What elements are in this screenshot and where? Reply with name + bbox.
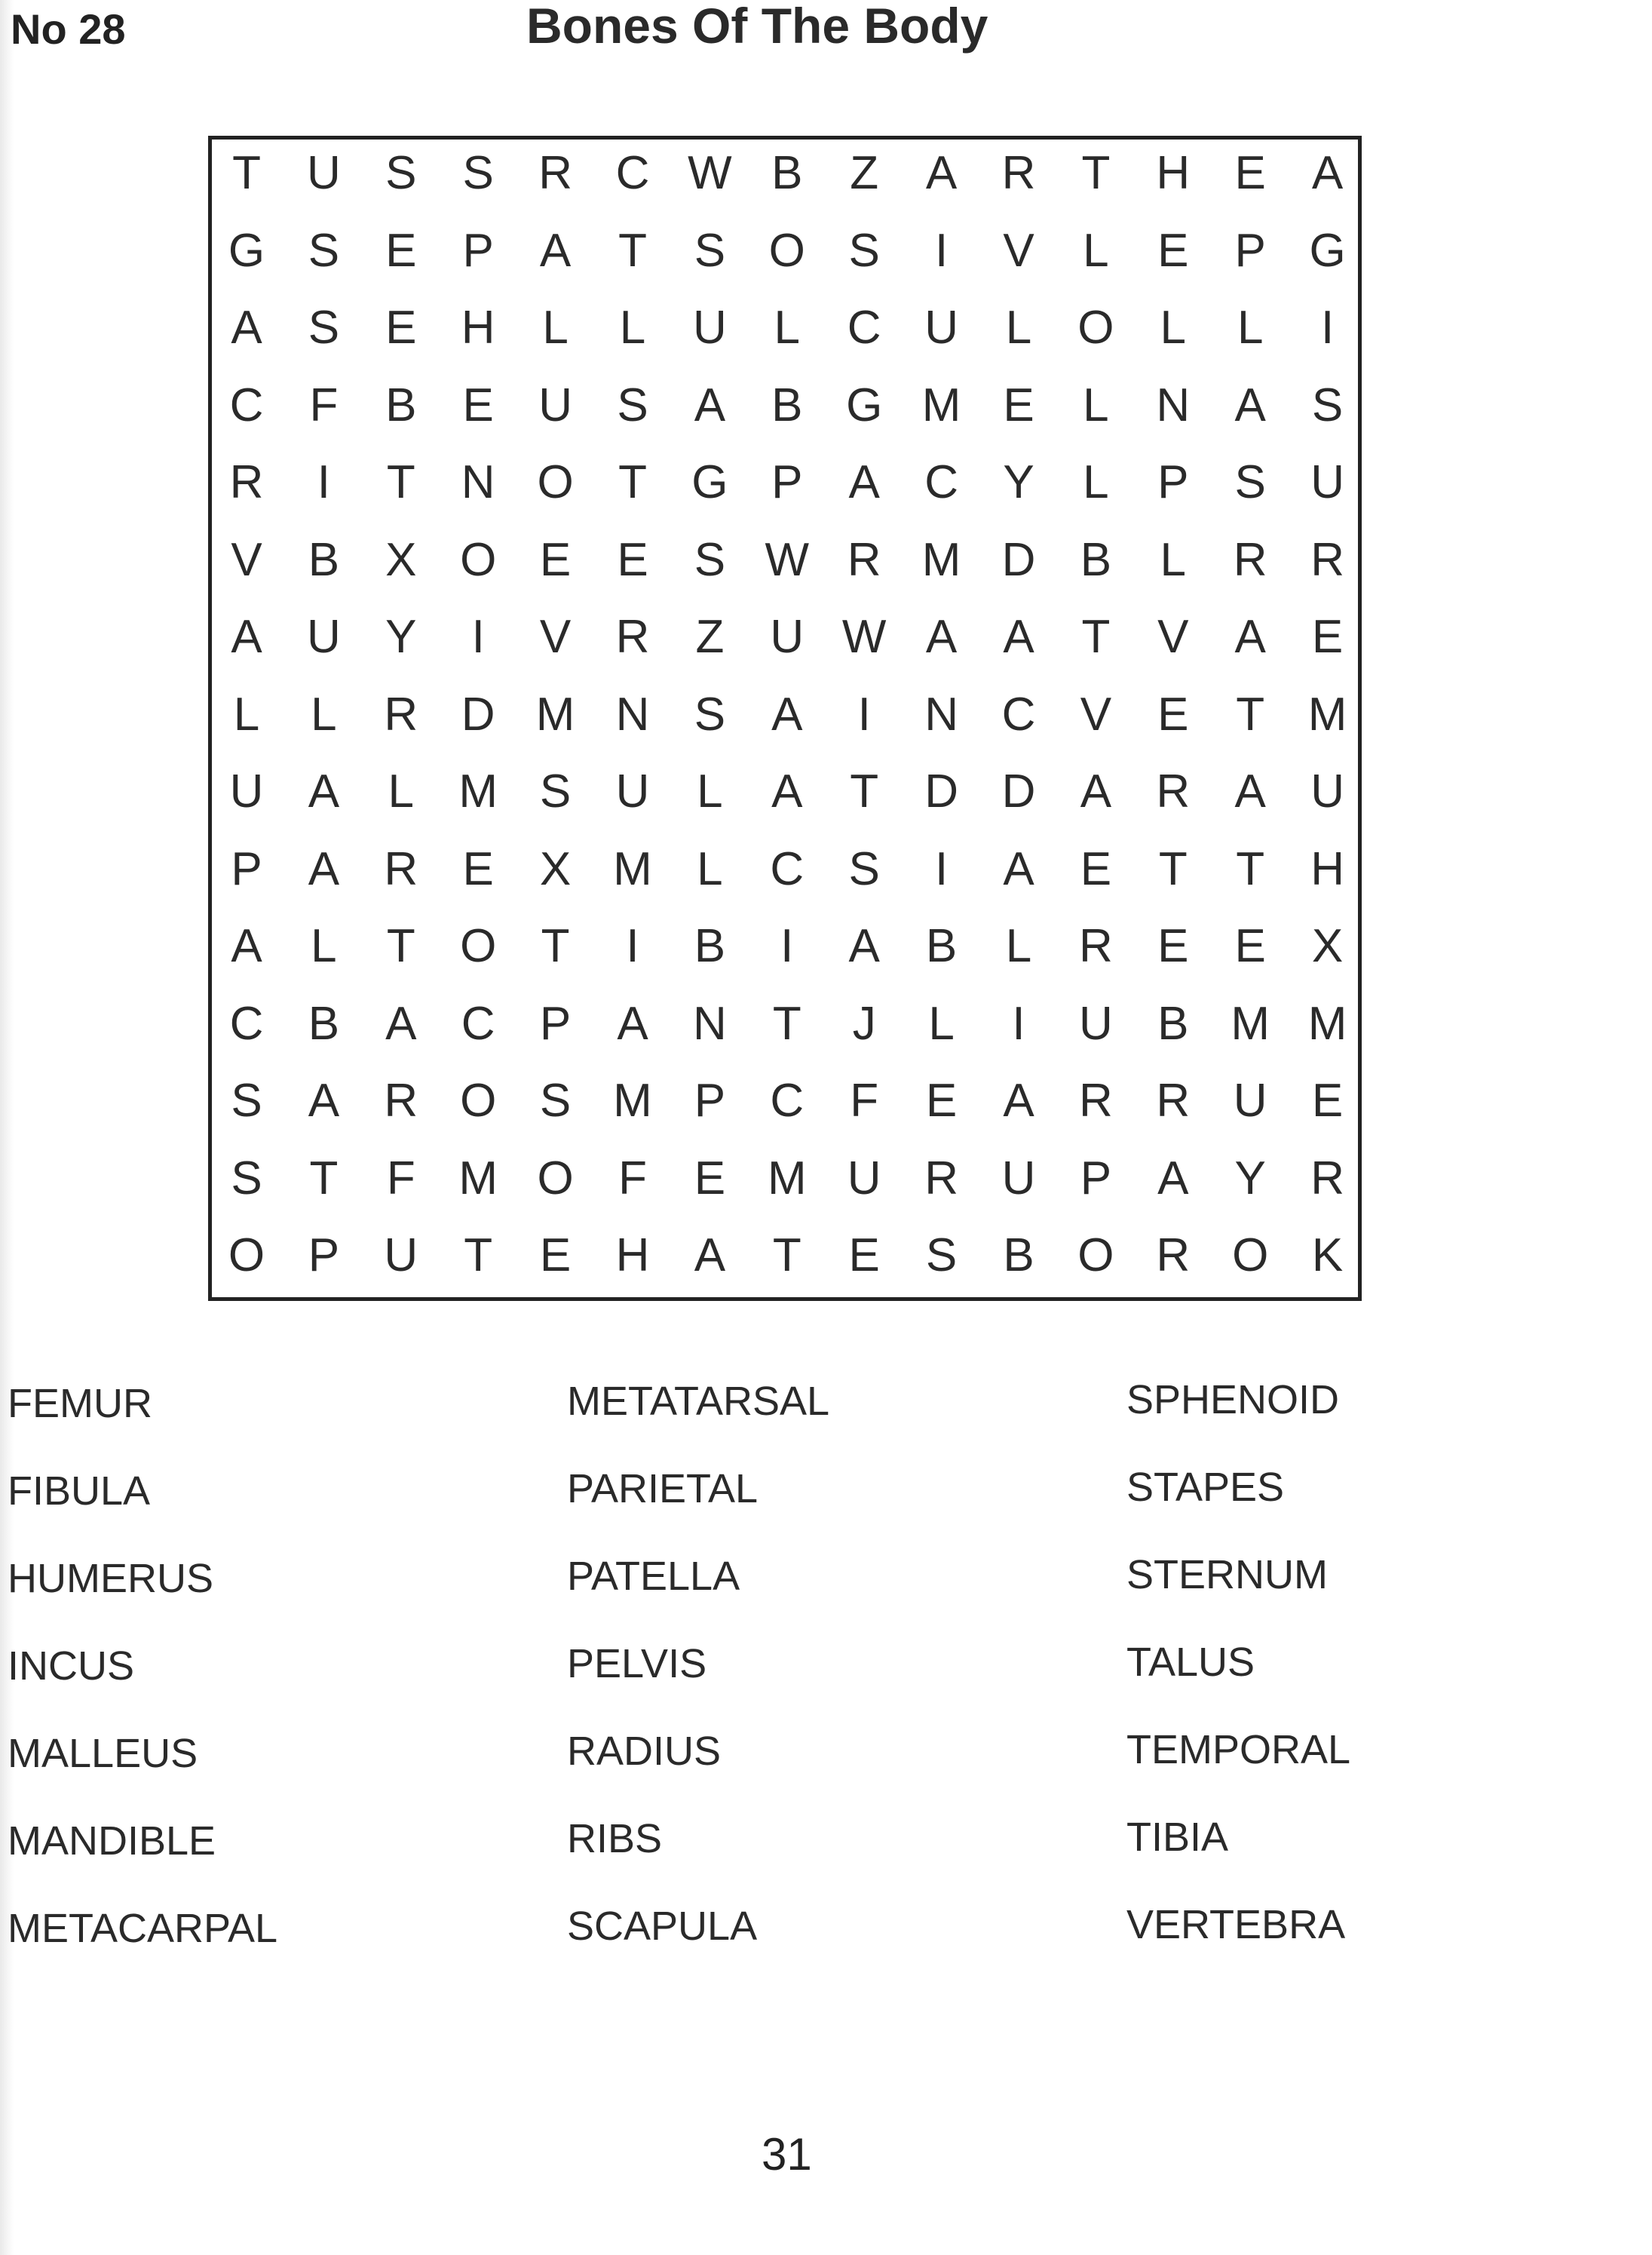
puzzle-number: No 28	[11, 5, 126, 53]
grid-letter: A	[539, 224, 572, 277]
word-list-item: MANDIBLE	[8, 1818, 216, 1864]
grid-letter: A	[1234, 765, 1266, 818]
grid-letter: V	[1080, 688, 1112, 741]
grid-letter: N	[1156, 379, 1191, 431]
grid-letter: A	[617, 997, 648, 1050]
grid-letter: L	[697, 765, 723, 818]
grid-letter: L	[774, 302, 801, 354]
grid-letter: A	[231, 302, 262, 354]
grid-letter: H	[1156, 147, 1191, 199]
grid-letter: N	[615, 688, 650, 741]
grid-letter: T	[1081, 611, 1111, 663]
grid-letter: O	[1077, 302, 1114, 354]
grid-letter: U	[384, 1229, 418, 1281]
grid-letter: U	[538, 379, 572, 431]
grid-letter: U	[1001, 1152, 1036, 1204]
word-list-item: PELVIS	[567, 1641, 707, 1686]
grid-letter: C	[229, 997, 264, 1050]
grid-letter: M	[767, 1152, 807, 1204]
grid-letter: X	[385, 533, 417, 586]
grid-letter: B	[694, 920, 726, 972]
grid-letter: E	[848, 1229, 880, 1281]
grid-letter: S	[848, 842, 880, 895]
grid-letter: A	[694, 1229, 726, 1281]
grid-letter: C	[461, 997, 495, 1050]
grid-letter: O	[460, 920, 497, 972]
grid-letter: T	[386, 920, 415, 972]
grid-letter: A	[231, 611, 262, 663]
grid-letter: O	[1077, 1229, 1114, 1281]
grid-letter: O	[1232, 1229, 1269, 1281]
grid-letter: G	[1309, 224, 1346, 277]
grid-letter: E	[1311, 1075, 1344, 1127]
word-list-item: METACARPAL	[8, 1906, 278, 1951]
word-list-item: HUMERUS	[8, 1556, 214, 1601]
grid-letter: A	[308, 765, 340, 818]
grid-letter: S	[925, 1229, 958, 1281]
grid-letter: T	[309, 1152, 339, 1204]
grid-letter: I	[626, 920, 639, 972]
grid-letter: I	[934, 224, 949, 277]
grid-letter: U	[770, 611, 805, 663]
grid-letter: R	[538, 147, 572, 199]
grid-letter: B	[308, 997, 340, 1050]
grid-letter: O	[768, 224, 805, 277]
grid-letter: L	[697, 842, 723, 895]
grid-letter: E	[1003, 379, 1034, 431]
grid-letter: T	[772, 997, 801, 1050]
grid-letter: W	[765, 533, 810, 586]
grid-letter: Y	[385, 611, 417, 663]
grid-letter: D	[924, 765, 958, 818]
grid-letter: E	[462, 379, 494, 431]
grid-letter: T	[232, 147, 261, 199]
grid-letter: L	[311, 920, 337, 972]
word-list-item: INCUS	[8, 1643, 135, 1689]
grid-letter: R	[384, 842, 418, 895]
grid-letter: A	[1234, 379, 1266, 431]
grid-letter: C	[615, 147, 650, 199]
grid-letter: R	[615, 611, 650, 663]
grid-letter: C	[847, 302, 881, 354]
grid-letter: R	[1233, 533, 1267, 586]
grid-letter: L	[1083, 224, 1109, 277]
grid-letter: Y	[1234, 1152, 1266, 1204]
grid-letter: S	[539, 1075, 572, 1127]
grid-letter: R	[1156, 1229, 1191, 1281]
grid-letter: O	[460, 533, 497, 586]
grid-letter: A	[925, 147, 958, 199]
grid-letter: M	[613, 1075, 652, 1127]
grid-letter: R	[229, 456, 264, 508]
grid-letter: B	[925, 920, 958, 972]
grid-letter: M	[458, 1152, 498, 1204]
word-list-item: SPHENOID	[1126, 1377, 1340, 1422]
grid-letter: A	[1003, 611, 1034, 663]
grid-letter: G	[228, 224, 265, 277]
grid-letter: M	[921, 379, 961, 431]
grid-letter: A	[694, 379, 726, 431]
grid-letter: Z	[850, 147, 879, 199]
grid-letter: T	[1236, 842, 1265, 895]
grid-letter: I	[317, 456, 330, 508]
grid-letter: E	[385, 302, 417, 354]
grid-letter: D	[1001, 765, 1036, 818]
grid-letter: L	[1237, 302, 1264, 354]
grid-letter: I	[934, 842, 949, 895]
grid-letter: A	[308, 842, 340, 895]
word-list-item: FEMUR	[8, 1381, 152, 1426]
grid-letter: P	[308, 1229, 340, 1281]
grid-letter: B	[1157, 997, 1189, 1050]
grid-letter: E	[385, 224, 417, 277]
grid-letter: O	[228, 1229, 265, 1281]
grid-letter: W	[841, 611, 887, 663]
grid-letter: M	[613, 842, 652, 895]
grid-letter: S	[308, 302, 340, 354]
grid-letter: A	[1003, 1075, 1034, 1127]
grid-letter: R	[1310, 1152, 1344, 1204]
grid-letter: U	[615, 765, 650, 818]
grid-letter: K	[1311, 1229, 1344, 1281]
grid-letter: C	[1001, 688, 1036, 741]
grid-letter: L	[1083, 456, 1109, 508]
grid-letter: W	[688, 147, 732, 199]
grid-letter: E	[1157, 224, 1189, 277]
grid-letter: R	[924, 1152, 958, 1204]
grid-letter: R	[1079, 920, 1113, 972]
grid-letter: M	[1307, 997, 1347, 1050]
grid-letter: L	[1005, 920, 1032, 972]
grid-letter: N	[693, 997, 727, 1050]
grid-letter: T	[541, 920, 570, 972]
grid-letter: A	[1157, 1152, 1189, 1204]
grid-letter: M	[1231, 997, 1270, 1050]
grid-letter: R	[1310, 533, 1344, 586]
grid-letter: U	[307, 147, 341, 199]
grid-letter: E	[539, 1229, 572, 1281]
grid-letter: P	[694, 1075, 726, 1127]
word-list-item: PARIETAL	[567, 1466, 759, 1511]
grid-letter: C	[924, 456, 958, 508]
grid-letter: T	[618, 456, 647, 508]
grid-letter: E	[1157, 920, 1189, 972]
word-list-item: PATELLA	[567, 1554, 740, 1599]
grid-letter: N	[461, 456, 495, 508]
grid-letter: P	[539, 997, 572, 1050]
grid-letter: H	[461, 302, 495, 354]
word-list-item: STAPES	[1126, 1465, 1285, 1510]
grid-letter: C	[770, 1075, 805, 1127]
grid-letter: B	[1080, 533, 1112, 586]
grid-letter: S	[1234, 456, 1266, 508]
grid-letter: P	[462, 224, 494, 277]
grid-letter: T	[850, 765, 879, 818]
grid-letter: L	[233, 688, 260, 741]
grid-letter: F	[850, 1075, 879, 1127]
grid-letter: C	[770, 842, 805, 895]
grid-letter: A	[771, 765, 803, 818]
grid-letter: X	[539, 842, 572, 895]
grid-letter: U	[847, 1152, 881, 1204]
grid-letter: E	[617, 533, 648, 586]
grid-letter: O	[460, 1075, 497, 1127]
grid-letter: S	[694, 533, 726, 586]
grid-letter: S	[385, 147, 417, 199]
grid-letter: U	[1310, 765, 1344, 818]
grid-letter: S	[694, 688, 726, 741]
grid-letter: N	[924, 688, 958, 741]
grid-letter: T	[1158, 842, 1188, 895]
grid-letter: S	[231, 1075, 262, 1127]
grid-letter: F	[309, 379, 339, 431]
grid-letter: E	[694, 1152, 726, 1204]
grid-letter: E	[1157, 688, 1189, 741]
word-list-item: TIBIA	[1126, 1815, 1229, 1860]
grid-letter: P	[1234, 224, 1266, 277]
grid-letter: S	[617, 379, 648, 431]
word-list-item: RADIUS	[567, 1729, 722, 1774]
grid-letter: R	[1156, 1075, 1191, 1127]
grid-letter: L	[388, 765, 415, 818]
grid-letter: T	[772, 1229, 801, 1281]
grid-letter: U	[693, 302, 727, 354]
grid-letter: J	[852, 997, 876, 1050]
grid-letter: E	[1234, 147, 1266, 199]
grid-letter: T	[464, 1229, 493, 1281]
page-number: 31	[762, 2129, 812, 2180]
grid-letter: G	[846, 379, 883, 431]
grid-letter: H	[615, 1229, 650, 1281]
grid-letter: E	[1311, 611, 1344, 663]
grid-letter: S	[462, 147, 494, 199]
grid-letter: D	[461, 688, 495, 741]
grid-letter: R	[384, 688, 418, 741]
grid-letter: T	[1081, 147, 1111, 199]
grid-letter: D	[1001, 533, 1036, 586]
grid-letter: V	[1157, 611, 1189, 663]
grid-letter: L	[1005, 302, 1032, 354]
grid-letter: A	[308, 1075, 340, 1127]
grid-letter: L	[542, 302, 569, 354]
grid-letter: A	[385, 997, 417, 1050]
grid-letter: S	[1311, 379, 1344, 431]
grid-letter: P	[1157, 456, 1189, 508]
grid-letter: F	[618, 1152, 647, 1204]
grid-letter: L	[928, 997, 955, 1050]
grid-letter: U	[1310, 456, 1344, 508]
grid-letter: T	[1236, 688, 1265, 741]
grid-letter: U	[924, 302, 958, 354]
grid-letter: S	[231, 1152, 262, 1204]
grid-letter: U	[307, 611, 341, 663]
grid-letter: L	[619, 302, 646, 354]
grid-letter: I	[1012, 997, 1025, 1050]
grid-letter: P	[231, 842, 262, 895]
grid-letter: B	[308, 533, 340, 586]
word-list-item: RIBS	[567, 1816, 663, 1861]
grid-letter: A	[1311, 147, 1344, 199]
grid-letter: A	[771, 688, 803, 741]
word-list-item: MALLEUS	[8, 1731, 198, 1776]
grid-letter: U	[1233, 1075, 1267, 1127]
grid-letter: T	[618, 224, 647, 277]
grid-letter: R	[1079, 1075, 1113, 1127]
grid-letter: E	[462, 842, 494, 895]
grid-letter: M	[1307, 688, 1347, 741]
grid-letter: M	[535, 688, 575, 741]
grid-letter: R	[384, 1075, 418, 1127]
grid-letter: L	[1083, 379, 1109, 431]
grid-letter: I	[1320, 302, 1335, 354]
grid-letter: Z	[695, 611, 725, 663]
word-list-item: VERTEBRA	[1126, 1902, 1346, 1947]
grid-letter: F	[386, 1152, 415, 1204]
grid-letter: E	[1080, 842, 1112, 895]
grid-letter: A	[231, 920, 262, 972]
grid-letter: L	[1160, 533, 1187, 586]
grid-letter: V	[1003, 224, 1034, 277]
grid-letter: H	[1310, 842, 1344, 895]
grid-letter: V	[231, 533, 262, 586]
grid-letter: S	[848, 224, 880, 277]
grid-letter: O	[537, 456, 574, 508]
grid-letter: O	[537, 1152, 574, 1204]
grid-letter: E	[925, 1075, 958, 1127]
grid-letter: S	[539, 765, 572, 818]
word-list-item: SCAPULA	[567, 1904, 758, 1949]
grid-letter: A	[848, 920, 880, 972]
grid-letter: A	[1003, 842, 1034, 895]
word-list-item: STERNUM	[1126, 1552, 1328, 1597]
grid-letter: T	[386, 456, 415, 508]
grid-letter: B	[771, 379, 803, 431]
grid-letter: R	[1001, 147, 1036, 199]
grid-letter: E	[1234, 920, 1266, 972]
word-list-item: FIBULA	[8, 1468, 151, 1514]
grid-letter: L	[311, 688, 337, 741]
grid-letter: B	[385, 379, 417, 431]
grid-letter: A	[1080, 765, 1112, 818]
grid-letter: S	[694, 224, 726, 277]
grid-letter: A	[925, 611, 958, 663]
grid-letter: C	[229, 379, 264, 431]
grid-letter: U	[229, 765, 264, 818]
grid-letter: I	[780, 920, 794, 972]
grid-letter: B	[771, 147, 803, 199]
grid-letter: I	[857, 688, 871, 741]
grid-letter: I	[471, 611, 485, 663]
grid-letter: L	[1160, 302, 1187, 354]
grid-letter: X	[1311, 920, 1344, 972]
grid-letter: M	[921, 533, 961, 586]
grid-letter: Y	[1003, 456, 1034, 508]
grid-letter: R	[1156, 765, 1191, 818]
grid-letter: P	[771, 456, 803, 508]
grid-letter: A	[1234, 611, 1266, 663]
grid-letter: M	[458, 765, 498, 818]
word-list-item: METATARSAL	[567, 1379, 830, 1424]
word-list-item: TEMPORAL	[1126, 1727, 1351, 1772]
grid-letter: B	[1003, 1229, 1034, 1281]
grid-letter: G	[691, 456, 728, 508]
grid-letter: E	[539, 533, 572, 586]
grid-letter: S	[308, 224, 340, 277]
grid-letter: P	[1080, 1152, 1112, 1204]
grid-letter: V	[539, 611, 572, 663]
grid-letter: A	[848, 456, 880, 508]
grid-letter: U	[1079, 997, 1113, 1050]
page-title: Bones Of The Body	[526, 0, 988, 54]
grid-letter: R	[847, 533, 881, 586]
word-list-item: TALUS	[1126, 1640, 1255, 1685]
